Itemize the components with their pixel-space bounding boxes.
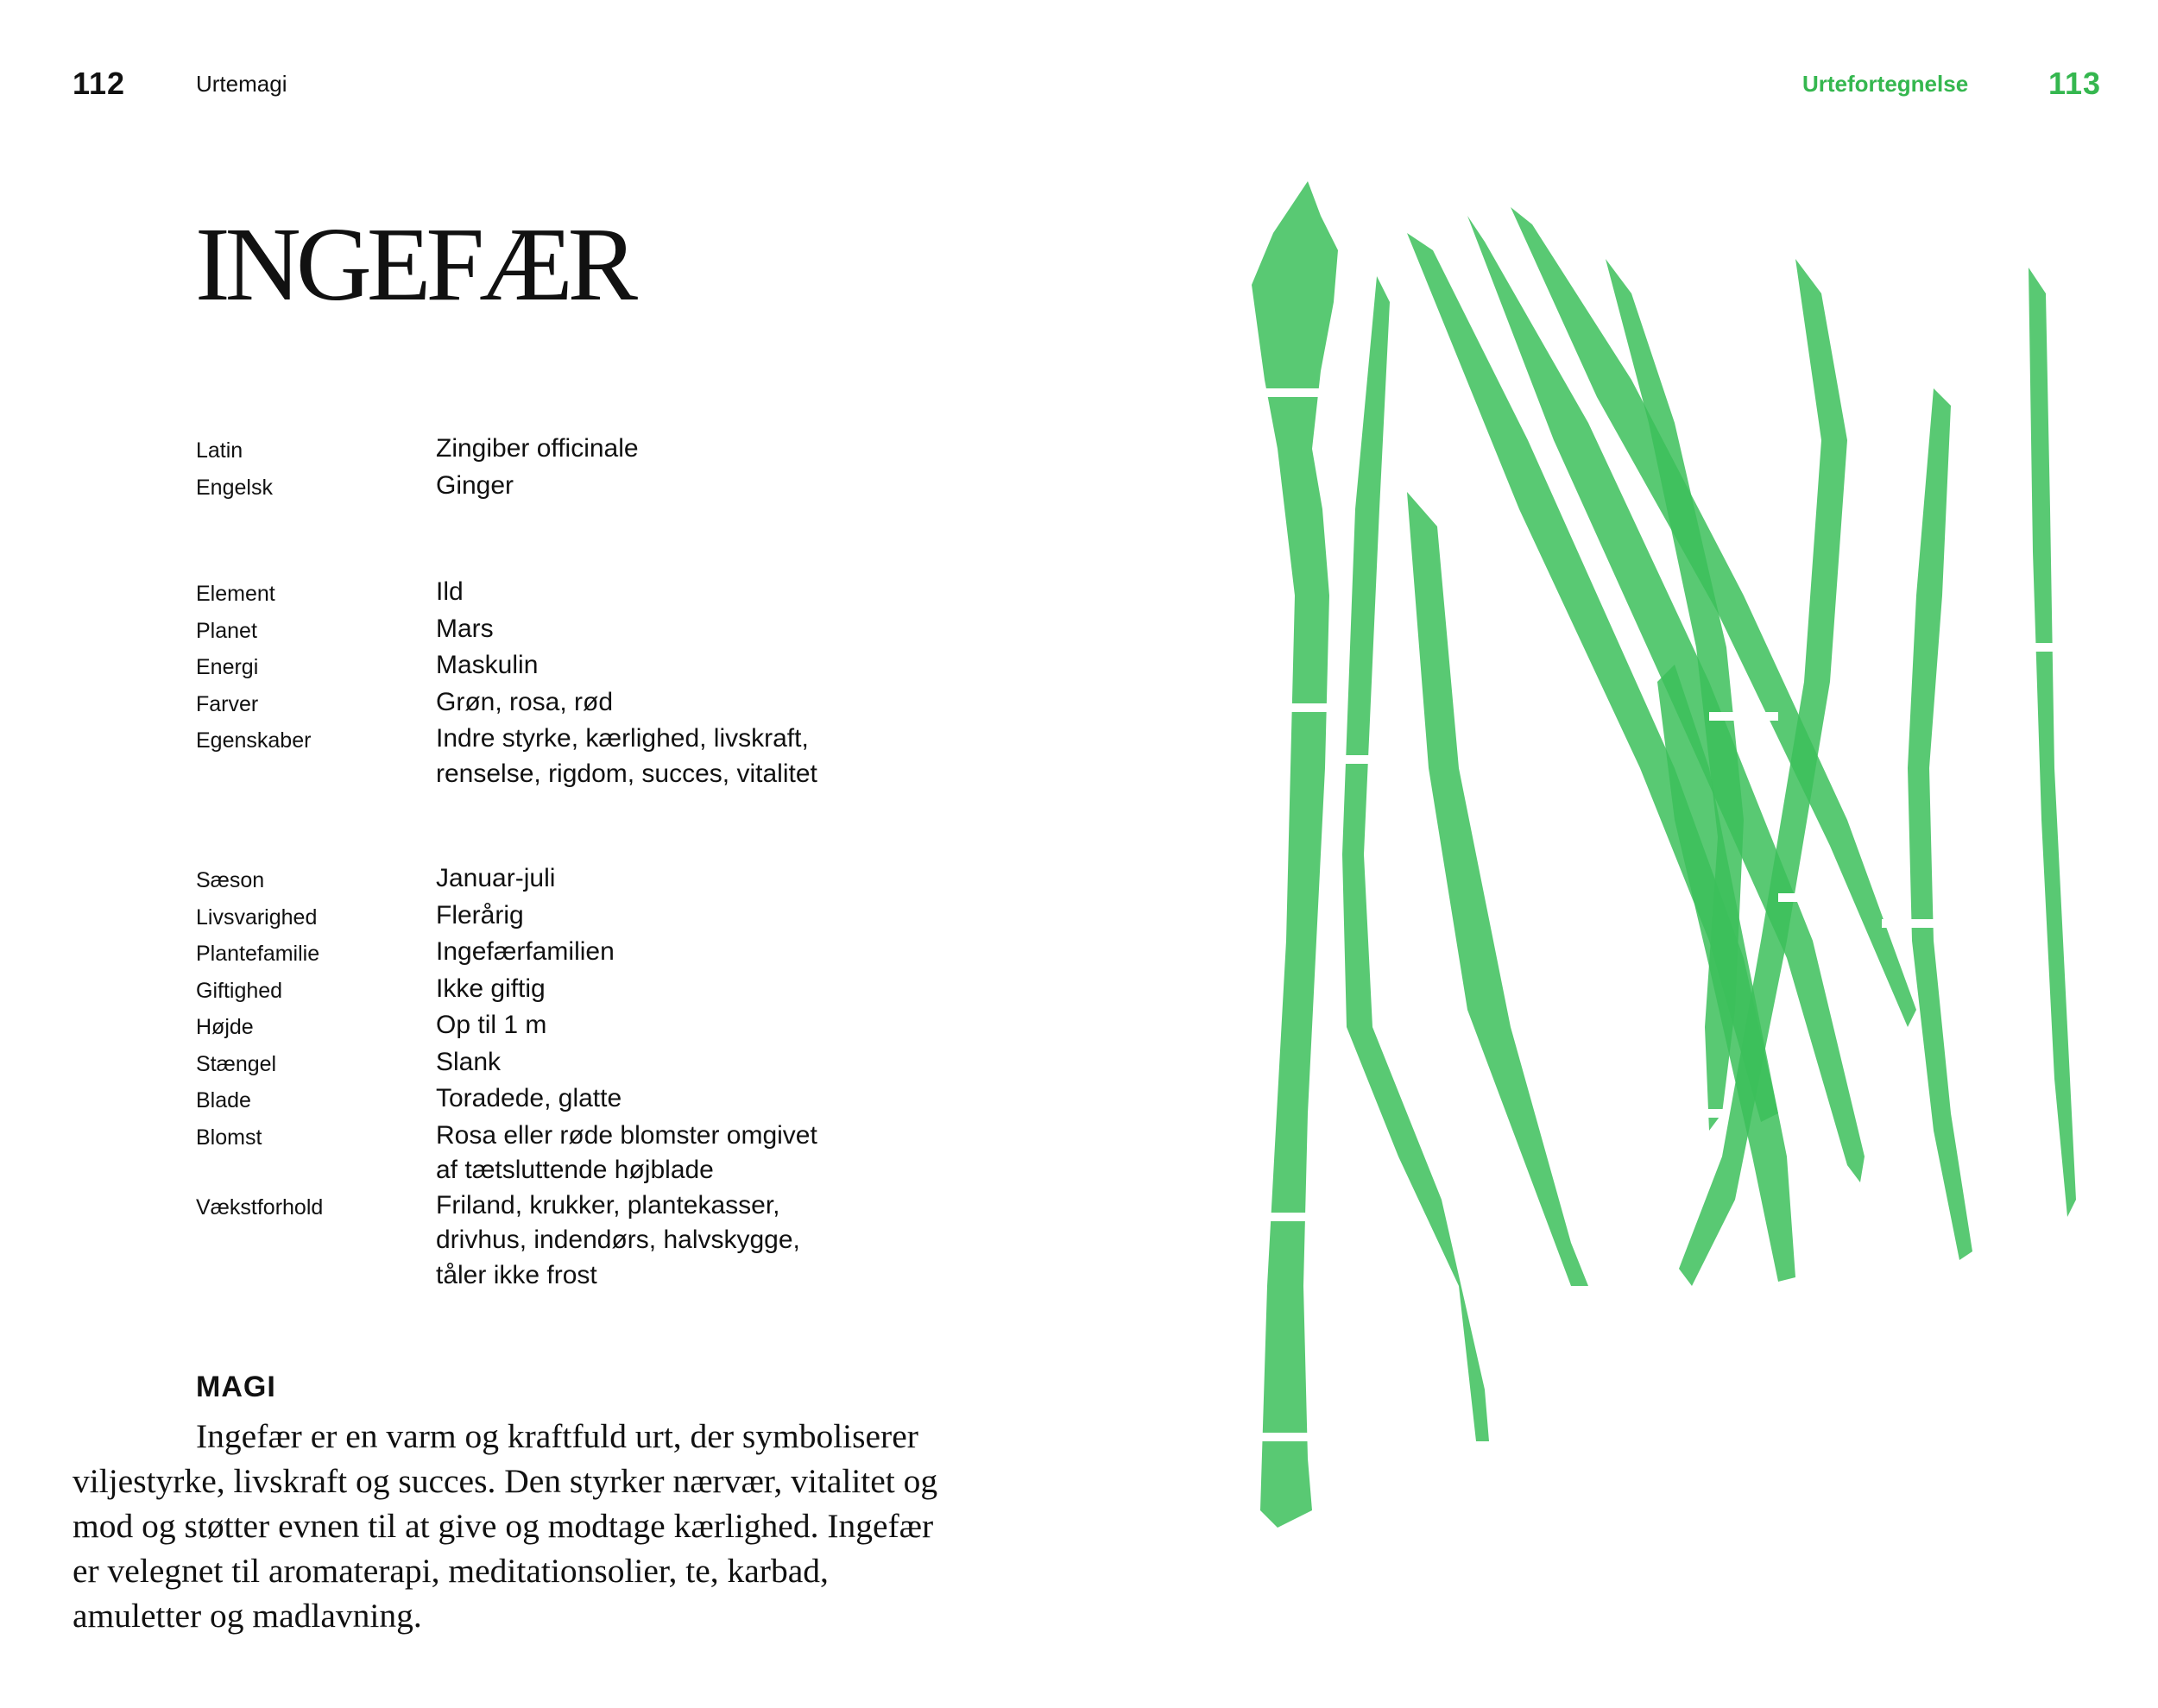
fact-label: Stængel xyxy=(196,1051,277,1076)
fact-value: Zingiber officinale xyxy=(436,434,639,463)
fact-label: Blomst xyxy=(196,1125,262,1150)
herb-facts-list xyxy=(196,432,919,1293)
fact-value: Toradede, glatte xyxy=(436,1084,622,1112)
fact-row xyxy=(196,935,919,972)
fact-row xyxy=(196,648,919,685)
magi-heading: MAGI xyxy=(196,1371,276,1403)
fact-label: Egenskaber xyxy=(196,728,312,753)
fact-value: Op til 1 m xyxy=(436,1011,547,1039)
fact-value: Ikke giftig xyxy=(436,974,546,1003)
fact-value: Ild xyxy=(436,577,464,606)
magi-body xyxy=(73,1414,953,1638)
fact-label: Livsvarighed xyxy=(196,904,318,930)
page-title: INGEFÆR xyxy=(195,206,634,323)
fact-group-gap xyxy=(196,791,919,861)
fact-value: Rosa eller røde blomster omgivet af tætsluttende højblade xyxy=(436,1120,817,1184)
fact-value: Mars xyxy=(436,614,494,643)
fact-row xyxy=(196,972,919,1009)
fact-row xyxy=(196,1119,919,1188)
fact-row xyxy=(196,861,919,898)
fact-value: Januar-juli xyxy=(436,864,556,892)
fact-row xyxy=(196,1188,919,1294)
fact-value: Maskulin xyxy=(436,651,539,679)
fact-value: Slank xyxy=(436,1047,502,1076)
right-running-title: Urtefortegnelse xyxy=(1802,71,1969,97)
fact-label: Sæson xyxy=(196,868,265,892)
fact-row xyxy=(196,432,919,469)
fact-row xyxy=(196,898,919,936)
fact-row xyxy=(196,722,919,791)
fact-label: Engelsk xyxy=(196,475,273,500)
fact-row xyxy=(196,1008,919,1045)
fact-label: Blade xyxy=(196,1088,251,1112)
fact-label: Højde xyxy=(196,1015,254,1039)
fact-label: Planet xyxy=(196,618,257,643)
magi-paragraph: Ingefær er en varm og kraftfuld urt, der symboliserer viljestyrke, livskraft og succes. Den styrker nærvær, vitalitet og mod og støtter evnen til at give og modtage kærlighed. Ingefær er velegnet til aromaterapi, meditationsolier, te, karbad, amuletter og madlavning. xyxy=(73,1417,938,1635)
fact-value: Grøn, rosa, rød xyxy=(436,687,614,716)
fact-label: Vækstforhold xyxy=(196,1194,324,1220)
left-page-number: 112 xyxy=(73,66,126,101)
fact-row xyxy=(196,469,919,506)
fact-label: Plantefamilie xyxy=(196,942,320,966)
fact-row xyxy=(196,1045,919,1082)
fact-row xyxy=(196,612,919,649)
fact-row xyxy=(196,1081,919,1119)
fact-label: Energi xyxy=(196,655,259,679)
fact-value: Flerårig xyxy=(436,900,524,930)
fact-label: Latin xyxy=(196,438,243,463)
fact-value: Ingefærfamilien xyxy=(436,937,615,966)
fact-label: Element xyxy=(196,582,275,606)
fact-label: Farver xyxy=(196,691,259,716)
ginger-plant-illustration xyxy=(1226,164,2098,1614)
fact-group-gap xyxy=(196,505,919,575)
left-running-title: Urtemagi xyxy=(196,71,287,97)
leaf-stalks xyxy=(1252,181,2076,1528)
fact-value: Friland, krukker, plantekasser, drivhus, indendørs, halvskygge, tåler ikke frost xyxy=(436,1190,800,1289)
fact-value: Indre styrke, kærlighed, livskraft, renselse, rigdom, succes, vitalitet xyxy=(436,724,817,788)
right-page-number: 113 xyxy=(2048,66,2102,101)
fact-value: Ginger xyxy=(436,470,514,500)
fact-row xyxy=(196,685,919,722)
fact-label: Giftighed xyxy=(196,978,283,1003)
fact-row xyxy=(196,575,919,612)
